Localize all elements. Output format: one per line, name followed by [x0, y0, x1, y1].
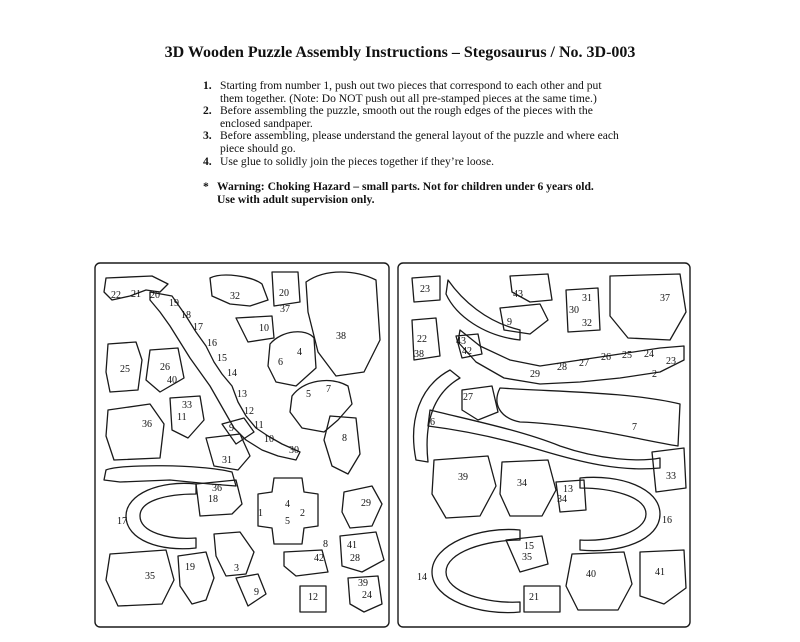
right-board-piece-number: 14: [417, 572, 427, 583]
right-board-piece-number: 35: [522, 552, 532, 563]
left-board-piece-number: 8: [323, 539, 328, 550]
right-board-piece-number: 43: [456, 336, 466, 347]
left-board-piece-number: 11: [177, 412, 187, 423]
left-board-piece-number: 35: [145, 571, 155, 582]
left-board-piece-number: 42: [314, 553, 324, 564]
left-board-piece-number: 11: [254, 420, 264, 431]
right-board-piece-number: 37: [660, 293, 670, 304]
right-board-piece-number: 41: [655, 567, 665, 578]
left-board-piece-number: 19: [169, 298, 179, 309]
warning-line-2: Use with adult supervision only.: [217, 193, 375, 206]
left-board-piece-number: 17: [117, 516, 127, 527]
left-board-piece-number: 4: [285, 499, 290, 510]
left-board-piece-number: 25: [120, 364, 130, 375]
step-text: Starting from number 1, push out two pieces that correspond to each other and put them together. (Note: Do NOT push out all pre-stamped pieces at the same time.): [220, 79, 602, 105]
left-board-piece-number: 9: [229, 423, 234, 434]
left-board-piece-number: 18: [181, 310, 191, 321]
left-board-piece-number: 30: [289, 445, 299, 456]
left-board-piece-number: 40: [167, 375, 177, 386]
right-board-piece-number: 29: [530, 369, 540, 380]
left-board-piece-number: 1: [258, 508, 263, 519]
right-board-piece-number: 16: [662, 515, 672, 526]
left-board-piece-number: 32: [230, 291, 240, 302]
right-board-piece-number: 21: [529, 592, 539, 603]
left-board-piece-number: 9: [254, 587, 259, 598]
left-board-piece-number: 36: [212, 483, 222, 494]
right-board-piece-number: 7: [632, 422, 637, 433]
right-board-piece-number: 26: [601, 352, 611, 363]
left-board-piece-number: 8: [342, 433, 347, 444]
left-board-piece-number: 10: [259, 323, 269, 334]
right-board-piece-number: 13: [563, 484, 573, 495]
right-board-piece-number: 23: [666, 356, 676, 367]
step-text: Before assembling the puzzle, smooth out the rough edges of the pieces with the enclosed sandpaper.: [220, 104, 593, 130]
left-board-piece-number: 13: [237, 389, 247, 400]
right-board-piece-number: 40: [586, 569, 596, 580]
left-board-piece-number: 10: [264, 434, 274, 445]
left-board-piece-number: 5: [306, 389, 311, 400]
right-board-piece-number: 34: [557, 494, 567, 505]
left-board-piece-number: 31: [222, 455, 232, 466]
warning-line-1: Warning: Choking Hazard – small parts. Not for children under 6 years old.: [217, 180, 594, 193]
step-text: Before assembling, please understand the general layout of the puzzle and where each piece should go.: [220, 129, 619, 155]
warning-asterisk: *: [203, 180, 209, 193]
left-board-piece-number: 20: [150, 290, 160, 301]
right-board-piece-number: 33: [666, 471, 676, 482]
left-board-piece-number: 26: [160, 362, 170, 373]
right-board-piece-number: 25: [622, 350, 632, 361]
left-board-piece-number: 33: [182, 400, 192, 411]
right-board-piece-number: 39: [458, 472, 468, 483]
left-board-piece-number: 17: [193, 322, 203, 333]
left-board-piece-number: 14: [227, 368, 237, 379]
right-board-piece-number: 6: [430, 417, 435, 428]
left-board-piece-number: 29: [361, 498, 371, 509]
left-board-piece-number: 20: [279, 288, 289, 299]
instruction-step: 3. Before assembling, please understand the general layout of the puzzle and where each piece should go.: [203, 129, 619, 155]
left-puzzle-board: [95, 263, 389, 627]
right-board-piece-number: 34: [517, 478, 527, 489]
left-board-piece-number: 15: [217, 353, 227, 364]
right-board-piece-number: 43: [513, 289, 523, 300]
left-board-piece-number: 39: [358, 578, 368, 589]
left-board-piece-number: 37: [280, 304, 290, 315]
right-board-piece-number: 31: [582, 293, 592, 304]
right-board-piece-number: 24: [644, 349, 654, 360]
instruction-step: 4. Use glue to solidly join the pieces together if they’re loose.: [203, 154, 494, 168]
left-board-piece-number: 19: [185, 562, 195, 573]
right-board-piece-number: 32: [582, 318, 592, 329]
left-board-piece-number: 22: [111, 290, 121, 301]
left-board-piece-number: 7: [326, 384, 331, 395]
right-board-piece-number: 2: [652, 369, 657, 380]
left-board-piece-number: 21: [131, 289, 141, 300]
left-board-piece-number: 38: [336, 331, 346, 342]
left-board-piece-number: 41: [347, 540, 357, 551]
right-board-frame: [398, 263, 690, 627]
left-board-piece-number: 2: [300, 508, 305, 519]
instruction-step: 2. Before assembling the puzzle, smooth out the rough edges of the pieces with the enclosed sandpaper.: [203, 104, 593, 130]
right-board-piece-number: 22: [417, 334, 427, 345]
step-text: Use glue to solidly join the pieces together if they’re loose.: [220, 154, 494, 168]
left-board-piece-number: 18: [208, 494, 218, 505]
right-board-piece-number: 23: [420, 284, 430, 295]
left-board-piece-number: 28: [350, 553, 360, 564]
left-board-piece-number: 12: [308, 592, 318, 603]
left-board-piece-number: 6: [278, 357, 283, 368]
right-board-piece-number: 30: [569, 305, 579, 316]
left-board-piece-number: 3: [234, 563, 239, 574]
right-board-piece-number: 27: [463, 392, 473, 403]
instruction-step: 1. Starting from number 1, push out two pieces that correspond to each other and put them together. (Note: Do NOT push out all pre-stamped pieces at the same time.): [203, 79, 602, 105]
right-board-piece-number: 27: [579, 358, 589, 369]
right-puzzle-board: [398, 263, 690, 627]
right-board-piece-number: 28: [557, 362, 567, 373]
left-board-piece-number: 5: [285, 516, 290, 527]
left-board-piece-number: 36: [142, 419, 152, 430]
left-board-piece-number: 24: [362, 590, 372, 601]
left-board-piece-number: 12: [244, 406, 254, 417]
left-board-piece-number: 16: [207, 338, 217, 349]
document-title: 3D Wooden Puzzle Assembly Instructions – Stegosaurus / No. 3D-003: [164, 44, 636, 61]
right-board-piece-number: 42: [462, 346, 472, 357]
right-board-piece-number: 15: [524, 541, 534, 552]
right-board-piece-number: 9: [507, 317, 512, 328]
left-board-piece-number: 4: [297, 347, 302, 358]
right-board-piece-number: 38: [414, 349, 424, 360]
